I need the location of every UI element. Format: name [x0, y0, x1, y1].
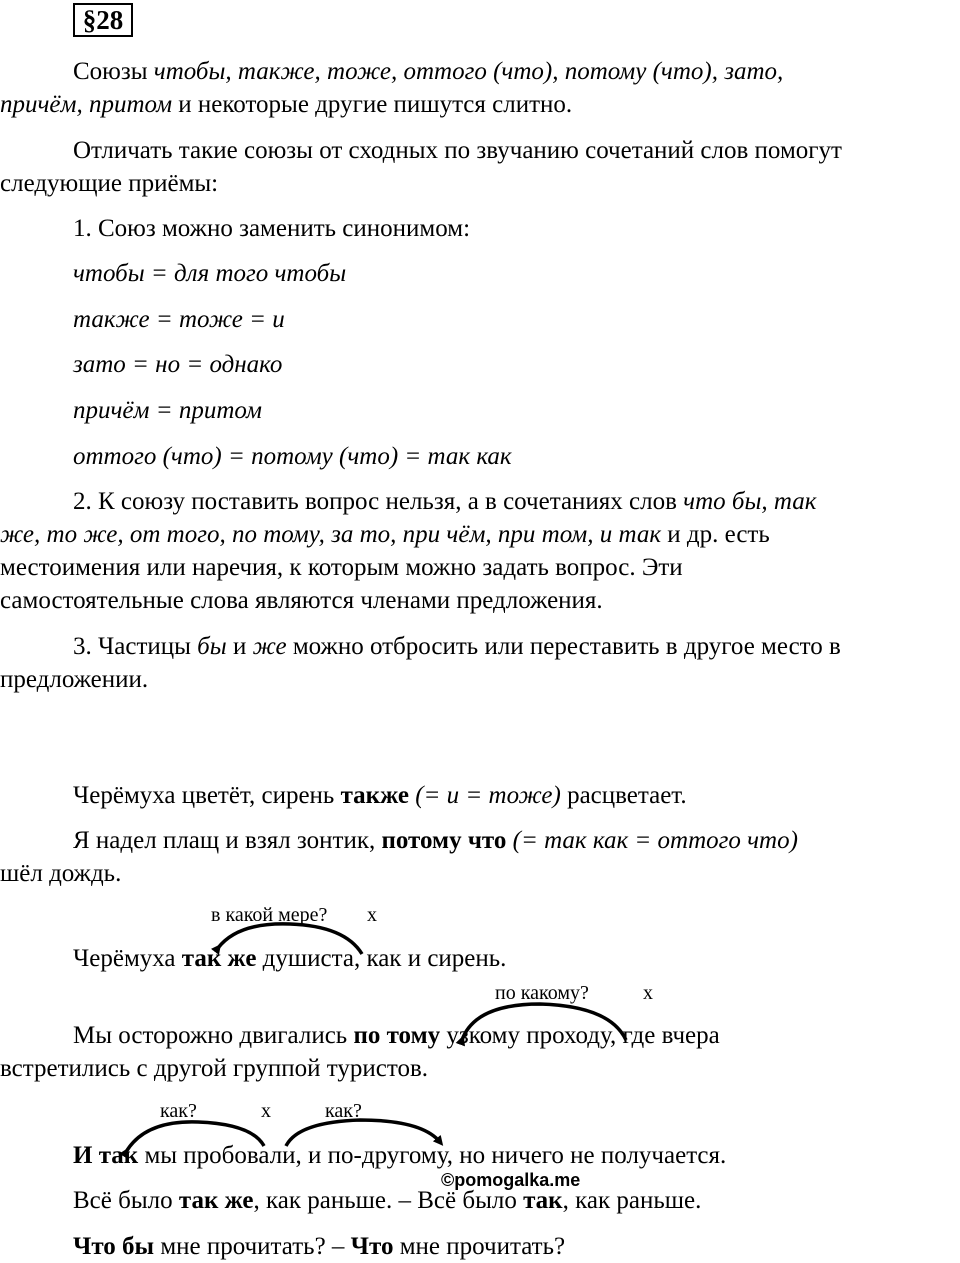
example-6: Всё было так же, как раньше. – Всё было так, как раньше. [73, 1187, 702, 1214]
rule-conjunction-list-2: причём, притом [0, 91, 173, 118]
example-7: Что бы мне прочитать? – Что мне прочитать? [73, 1233, 566, 1260]
method-3: 3. Частицы бы и же можно отбросить или переставить в другое место в предложении. [0, 633, 841, 693]
method-1: 1. Союз можно заменить синонимом: [73, 215, 471, 242]
no-question-mark: x [643, 982, 653, 1004]
rule-tail: и некоторые другие пишутся слитно. [172, 91, 573, 118]
synonym-line: причём = притом [73, 397, 262, 424]
no-question-mark: x [367, 904, 377, 926]
example-4: Мы осторожно двигались по тому узкому проходу, где вчера встретились с другой группой туристов. [0, 1022, 720, 1082]
synonym-line: также = тоже = и [73, 306, 285, 333]
arrow-arc [286, 1120, 440, 1146]
arrow-arc [218, 924, 362, 954]
example-3: Черёмуха так же душиста, как и сирень. [73, 945, 507, 972]
synonym-line: чтобы = для того чтобы [73, 260, 347, 287]
question-label: как? [325, 1100, 362, 1122]
synonym-line: оттого (что) = потому (что) = так как [73, 443, 512, 470]
method-2: 2. К союзу поставить вопрос нельзя, а в сочетаниях слов что бы, так же, то же, от того, по тому, за то, при чём, при том, и так и др. есть местоимения или наречия, к которым можно задать вопрос. Эти самостоятельные слова являются членами предложения. [0, 488, 817, 614]
example-2: Я надел плащ и взял зонтик, потому что (= так как = оттого что) шёл дождь. [0, 827, 798, 887]
question-label: в какой мере? [211, 904, 328, 926]
arrow-arc [126, 1122, 264, 1152]
intro-paragraph: Отличать такие союзы от сходных по звучанию сочетаний слов помогут следующие приёмы: [0, 137, 842, 197]
watermark: ©pomogalka.me [441, 1170, 581, 1190]
rule-conjunction-list: чтобы, также, тоже, оттого (что), потому (что), зато, [153, 58, 784, 85]
no-question-mark: x [261, 1100, 271, 1122]
question-label: как? [160, 1100, 197, 1122]
synonym-line: зато = но = однако [73, 351, 283, 378]
section-number: §28 [73, 3, 133, 37]
arrow-arc [462, 1004, 626, 1040]
rule-lead: Союзы [73, 58, 154, 85]
example-1: Черёмуха цветёт, сирень также (= и = тоже) расцветает. [73, 782, 687, 809]
question-label: по какому? [495, 982, 589, 1004]
example-5: И так мы пробовали, и по-другому, но ничего не получается. [73, 1142, 727, 1169]
